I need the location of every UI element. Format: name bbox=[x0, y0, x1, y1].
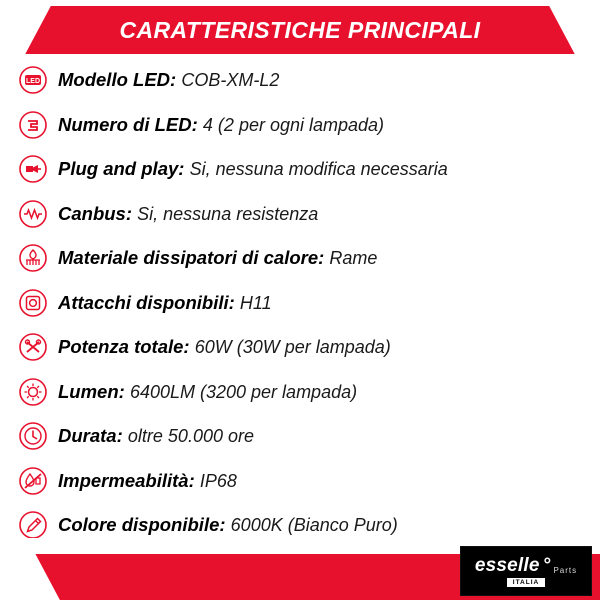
list-item-text bbox=[58, 381, 586, 403]
footer-banner bbox=[0, 538, 600, 600]
svg-text:LED: LED bbox=[26, 78, 40, 86]
resistor-icon bbox=[18, 198, 58, 230]
list-item-label: Plug and play: bbox=[58, 158, 190, 180]
list-item-label: Colore disponibile: bbox=[58, 514, 231, 536]
list-item bbox=[18, 192, 586, 237]
brand-dot: ° bbox=[542, 554, 551, 576]
list-item-label: Lumen: bbox=[58, 380, 130, 402]
socket-icon bbox=[18, 287, 58, 319]
list-item-value: 60W (30W per lampada) bbox=[194, 337, 391, 358]
list-item-value: H11 bbox=[239, 292, 272, 313]
list-item bbox=[18, 236, 586, 281]
led-count-icon bbox=[18, 109, 58, 141]
list-item-label: Numero di LED: bbox=[58, 113, 203, 135]
list-item-label: Modello LED: bbox=[58, 69, 182, 91]
list-item-value: Rame bbox=[329, 248, 378, 269]
list-item bbox=[18, 414, 586, 459]
list-item-value: IP68 bbox=[199, 470, 237, 491]
color-pen-icon bbox=[18, 509, 58, 541]
list-item bbox=[18, 325, 586, 370]
list-item-text bbox=[58, 158, 586, 180]
list-item-text bbox=[58, 425, 586, 447]
brand-logo bbox=[460, 546, 592, 596]
list-item-text bbox=[58, 514, 586, 536]
list-item bbox=[18, 147, 586, 192]
list-item-text bbox=[58, 470, 586, 492]
list-item-label: Impermeabilità: bbox=[58, 469, 200, 491]
brand-country-tag: ITALIA bbox=[507, 578, 545, 587]
plug-icon bbox=[18, 153, 58, 185]
list-item bbox=[18, 58, 586, 103]
brand-name: esselle bbox=[474, 554, 540, 576]
list-item-text bbox=[58, 203, 586, 225]
list-item bbox=[18, 103, 586, 148]
list-item-label: Attacchi disponibili: bbox=[58, 291, 240, 313]
led-chip-icon bbox=[18, 64, 58, 96]
list-item-label: Canbus: bbox=[58, 202, 138, 224]
list-item bbox=[18, 370, 586, 415]
list-item-label: Durata: bbox=[58, 425, 128, 447]
power-icon bbox=[18, 331, 58, 363]
heatsink-icon bbox=[18, 242, 58, 274]
clock-icon bbox=[18, 420, 58, 452]
list-item-text bbox=[58, 292, 586, 314]
brightness-icon bbox=[18, 376, 58, 408]
list-item-text bbox=[58, 69, 586, 91]
page-title: CARATTERISTICHE PRINCIPALI bbox=[119, 17, 481, 43]
list-item-value: 4 (2 per ogni lampada) bbox=[202, 114, 385, 135]
list-item-value: 6400LM (3200 per lampada) bbox=[129, 381, 358, 402]
list-item-value: 6000K (Bianco Puro) bbox=[230, 515, 398, 536]
list-item bbox=[18, 459, 586, 504]
list-item-value: Si, nessuna resistenza bbox=[137, 203, 319, 224]
feature-list bbox=[0, 56, 600, 548]
header-banner bbox=[0, 0, 600, 58]
brand-subtitle: Parts bbox=[553, 565, 578, 575]
list-item-label: Potenza totale: bbox=[58, 336, 195, 358]
list-item-text bbox=[58, 336, 586, 358]
list-item-value: Si, nessuna modifica necessaria bbox=[189, 159, 448, 180]
list-item-value: oltre 50.000 ore bbox=[127, 426, 254, 447]
list-item-label: Materiale dissipatori di calore: bbox=[58, 247, 330, 269]
list-item bbox=[18, 281, 586, 326]
list-item-text bbox=[58, 247, 586, 269]
list-item-text bbox=[58, 114, 586, 136]
waterproof-icon bbox=[18, 465, 58, 497]
list-item-value: COB-XM-L2 bbox=[181, 70, 280, 91]
